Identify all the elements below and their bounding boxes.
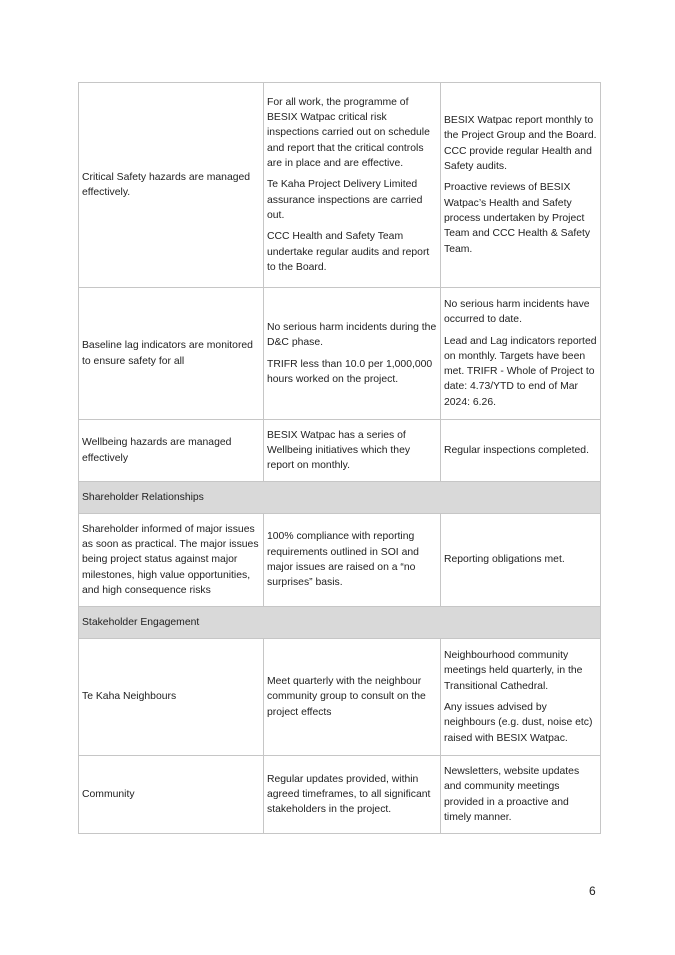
target-text: For all work, the programme of BESIX Watpac critical risk inspections carried out on schedule and report that the critical controls are in place and are effective.	[267, 96, 430, 170]
measure-text: Community	[82, 788, 135, 800]
measure-text: Baseline lag indicators are monitored to ensure safety for all	[82, 340, 253, 367]
result-text: No serious harm incidents have occurred to date.	[444, 298, 590, 326]
measure-cell	[79, 514, 264, 607]
result-cell	[441, 756, 601, 834]
target-cell	[264, 639, 441, 756]
result-text: Lead and Lag indicators reported on monthly. Targets have been met. TRIFR - Whole of Project to date: 4.73/YTD to end of Mar 2024: 6.26.	[444, 335, 597, 408]
measure-cell	[79, 639, 264, 756]
target-cell	[264, 288, 441, 420]
table-row	[79, 288, 601, 420]
table-row	[79, 514, 601, 607]
page-number: 6	[589, 884, 596, 898]
result-cell	[441, 639, 601, 756]
target-cell	[264, 514, 441, 607]
target-cell	[264, 756, 441, 834]
result-text: Regular inspections completed.	[444, 444, 589, 456]
measure-cell	[79, 420, 264, 482]
result-cell	[441, 288, 601, 420]
target-text: Regular updates provided, within agreed timeframes, to all significant stakeholders in the project.	[267, 773, 431, 816]
table-row	[79, 83, 601, 288]
section-title-shareholder: Shareholder Relationships	[79, 482, 601, 514]
result-cell	[441, 420, 601, 482]
target-text: BESIX Watpac has a series of Wellbeing initiatives which they report on monthly.	[267, 429, 411, 472]
target-text: TRIFR less than 10.0 per 1,000,000 hours worked on the project.	[267, 358, 433, 385]
measure-cell	[79, 756, 264, 834]
result-text: Proactive reviews of BESIX Watpac’s Health and Safety process undertaken by Project Team and CCC Health & Safety Team.	[444, 182, 591, 255]
section-title-stakeholder: Stakeholder Engagement	[79, 607, 601, 639]
result-text: BESIX Watpac report monthly to the Project Group and the Board. CCC provide regular Health and Safety audits.	[444, 115, 597, 173]
performance-measures-table	[78, 82, 601, 834]
result-cell	[441, 514, 601, 607]
target-text: Te Kaha Project Delivery Limited assurance inspections are carried out.	[267, 179, 423, 221]
table-row	[79, 639, 601, 756]
measure-text: Shareholder informed of major issues as soon as practical. The major issues being project status against major milestones, high value opportunities, and high consequence risks	[82, 523, 259, 596]
target-text: CCC Health and Safety Team undertake regular audits and report to the Board.	[267, 231, 430, 273]
result-text: Newsletters, website updates and community meetings provided in a proactive and timely manner.	[444, 765, 580, 823]
target-text: No serious harm incidents during the D&C phase.	[267, 321, 437, 349]
table-row	[79, 420, 601, 482]
target-text: 100% compliance with reporting requirements outlined in SOI and major issues are raised on a “no surprises” basis.	[267, 531, 419, 589]
section-header-row	[79, 482, 601, 514]
measure-cell	[79, 83, 264, 288]
measure-text: Te Kaha Neighbours	[82, 691, 177, 703]
target-cell	[264, 420, 441, 482]
result-cell	[441, 83, 601, 288]
result-text: Any issues advised by neighbours (e.g. dust, noise etc) raised with BESIX Watpac.	[444, 702, 593, 744]
section-header-row	[79, 607, 601, 639]
measure-text: Critical Safety hazards are managed effectively.	[82, 171, 251, 198]
result-text: Reporting obligations met.	[444, 554, 565, 566]
result-text: Neighbourhood community meetings held quarterly, in the Transitional Cathedral.	[444, 650, 583, 692]
table-row	[79, 756, 601, 834]
measure-cell	[79, 288, 264, 420]
target-text: Meet quarterly with the neighbour community group to consult on the project effects	[267, 676, 426, 718]
measure-text: Wellbeing hazards are managed effectively	[82, 437, 232, 464]
target-cell	[264, 83, 441, 288]
